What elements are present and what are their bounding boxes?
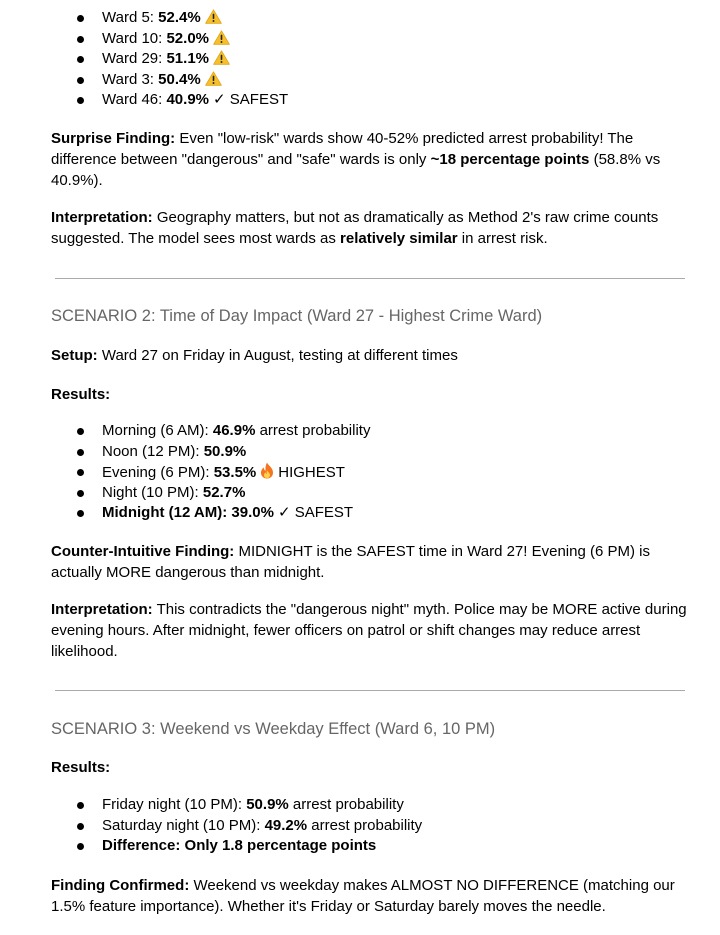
bullet-icon — [77, 823, 84, 830]
item-value: 52.0% — [166, 29, 210, 47]
item-value: 53.5% — [213, 464, 257, 481]
bullet-icon — [77, 36, 84, 43]
item-value: 52.4% — [158, 9, 201, 26]
item-text: Saturday night (10 PM): — [102, 816, 265, 834]
list-item — [0, 8, 288, 29]
bullet-icon — [77, 97, 84, 104]
warning-icon — [205, 9, 222, 31]
surprise-text: Even "low-risk" wards show 40-52% predicted arrest probability! The difference between "dangerous" and "safe" wards is only — [51, 130, 634, 168]
counter-intuitive-finding — [51, 541, 691, 583]
bullet-icon — [77, 510, 84, 517]
interpretation-2 — [51, 599, 691, 662]
warning-icon — [213, 30, 230, 52]
interpretation-text: This contradicts the "dangerous night" myth. Police may be MORE active during evening hours. After midnight, fewer officers on patrol or shift changes may reduce arrest likelihood. — [51, 601, 687, 660]
item-value: 50.9% — [246, 796, 289, 813]
item-suffix: arrest probability — [288, 796, 404, 813]
checkmark-icon: ✓ — [213, 91, 226, 108]
list-item — [0, 836, 422, 857]
bullet-icon — [77, 469, 84, 476]
list-item — [0, 29, 288, 50]
item-value: 50.4% — [158, 70, 201, 88]
item-text: Ward 46: — [102, 91, 167, 108]
counter-label: Counter-Intuitive Finding: — [51, 543, 235, 560]
item-value: 51.1% — [166, 50, 210, 67]
results-label: Results: — [51, 386, 111, 403]
results-label: Results: — [51, 759, 111, 776]
item-value: 46.9% — [212, 422, 256, 439]
setup-line — [51, 345, 691, 366]
item-text: Evening (6 PM): — [102, 464, 214, 481]
item-text: Ward 10: — [102, 29, 167, 47]
list-item — [0, 503, 370, 524]
list-item — [0, 442, 370, 463]
checkmark-icon: ✓ — [277, 504, 291, 521]
bullet-icon — [77, 490, 84, 497]
ward-list — [0, 8, 288, 111]
interpretation-bold: relatively similar — [340, 230, 458, 247]
interpretation-label: Interpretation: — [51, 209, 153, 226]
time-of-day-list — [0, 421, 370, 524]
list-item — [0, 90, 288, 111]
list-item — [0, 49, 288, 70]
scenario-2-heading: SCENARIO 2: Time of Day Impact (Ward 27 - Highest Crime Ward) — [51, 307, 543, 325]
list-item — [0, 70, 288, 91]
bullet-icon — [77, 843, 84, 850]
counter-text: MIDNIGHT is the SAFEST time in Ward 27! Evening (6 PM) is actually MORE dangerous than midnight. — [51, 543, 650, 581]
bullet-icon — [77, 802, 84, 809]
item-suffix: arrest probability — [307, 816, 423, 834]
surprise-text-end: (58.8% vs 40.9%). — [51, 151, 661, 189]
list-item — [0, 462, 370, 483]
item-text: Difference: Only 1.8 percentage points — [102, 837, 377, 854]
divider — [55, 690, 685, 691]
interpretation-text-end: in arrest risk. — [457, 230, 548, 247]
divider — [55, 278, 685, 279]
item-value: 52.7% — [202, 483, 246, 501]
finding-text: Weekend vs weekday makes ALMOST NO DIFFERENCE (matching our 1.5% feature importance). Whether it's Friday or Saturday barely moves the needle. — [51, 877, 675, 915]
setup-text: Ward 27 on Friday in August, testing at different times — [97, 347, 458, 364]
finding-label: Finding Confirmed: — [51, 877, 190, 894]
interpretation-text: Geography matters, but not as dramatically as Method 2's raw crime counts suggested. The model sees most wards as — [51, 209, 659, 247]
item-value: 39.0% — [231, 504, 274, 521]
item-suffix: arrest probability — [255, 422, 371, 439]
item-suffix: SAFEST — [294, 504, 354, 521]
item-value: 40.9% — [166, 91, 210, 108]
item-text: Ward 3: — [102, 70, 159, 88]
bullet-icon — [77, 449, 84, 456]
scenario-3-heading: SCENARIO 3: Weekend vs Weekday Effect (Ward 6, 10 PM) — [51, 720, 496, 738]
list-item — [0, 421, 370, 442]
surprise-label: Surprise Finding: — [51, 130, 176, 147]
item-value: 49.2% — [264, 816, 308, 834]
item-text: Midnight (12 AM): — [102, 504, 232, 521]
list-item — [0, 795, 422, 816]
item-value: 50.9% — [203, 442, 247, 460]
bullet-icon — [77, 428, 84, 435]
interpretation-1 — [51, 207, 691, 249]
surprise-finding — [51, 128, 691, 191]
item-text: Ward 5: — [102, 9, 159, 26]
item-suffix: HIGHEST — [278, 464, 345, 481]
item-text: Noon (12 PM): — [102, 442, 204, 460]
bullet-icon — [77, 15, 84, 22]
finding-confirmed — [51, 875, 691, 917]
surprise-bold: ~18 percentage points — [430, 151, 590, 168]
item-text: Ward 29: — [102, 50, 167, 67]
warning-icon — [205, 71, 222, 93]
item-text: Friday night (10 PM): — [102, 796, 247, 813]
bullet-icon — [77, 77, 84, 84]
list-item — [0, 816, 422, 837]
bullet-icon — [77, 56, 84, 63]
item-text: Morning (6 AM): — [102, 422, 213, 439]
item-suffix: SAFEST — [229, 91, 289, 108]
setup-label: Setup: — [51, 347, 98, 364]
item-text: Night (10 PM): — [102, 483, 203, 501]
list-item — [0, 483, 370, 504]
weekend-list — [0, 795, 422, 857]
warning-icon — [213, 50, 230, 72]
interpretation-label: Interpretation: — [51, 601, 153, 618]
